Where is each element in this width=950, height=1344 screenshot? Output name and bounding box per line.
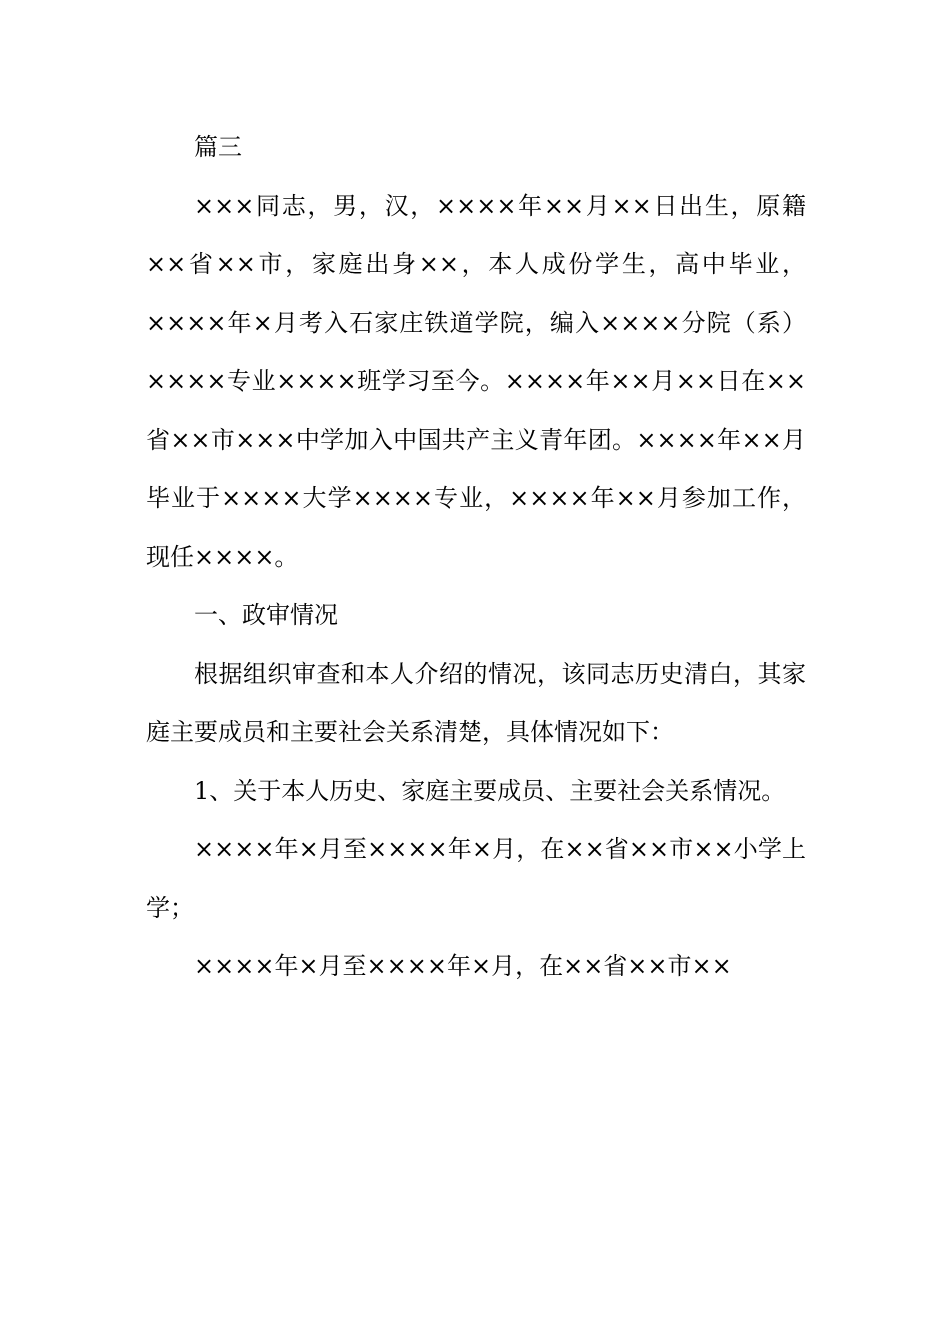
paragraph-history-primary-school: ××××年×月至××××年×月，在××省××市××小学上学； [146,835,806,922]
section-title: 篇三 [194,133,242,161]
paragraph-history-heading: 1、关于本人历史、家庭主要成员、主要社会关系情况。 [194,776,786,805]
paragraph-personal-info: ×××同志，男，汉，××××年××月××日出生，原籍××省××市，家庭出身××，本人成份学生，高中毕业，××××年×月考入石家庄铁道学院，编入××××分院（系）××××专业××××班学习至今。××××年××月××日在××省××市×××中学加入中国共产主义青年团。××××年××月毕业于××××大学××××专业，××××年××月参加工作，现任××××。 [146,191,806,571]
paragraph-history-next: ××××年×月至××××年×月，在××省××市×× [194,952,732,980]
document-body [146,118,806,996]
paragraph-review-summary: 根据组织审查和本人介绍的情况，该同志历史清白，其家庭主要成员和主要社会关系清楚，具体情况如下： [146,659,806,746]
heading-political-review: 一、政审情况 [194,601,338,629]
